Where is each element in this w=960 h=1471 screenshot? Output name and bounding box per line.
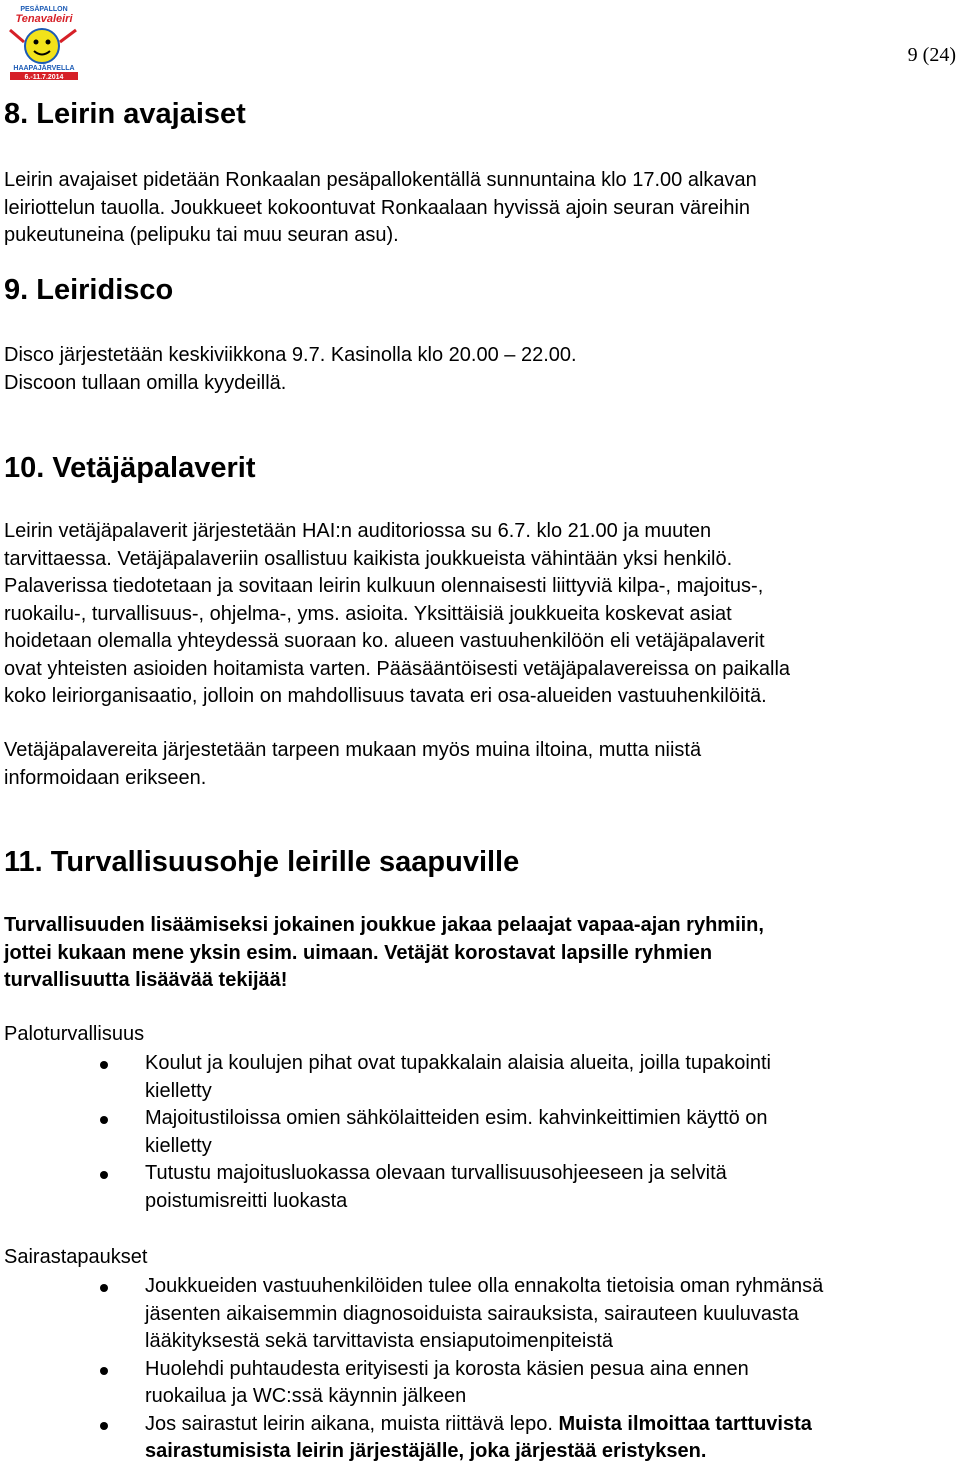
camp-logo (4, 2, 84, 80)
bullet-icon (100, 1422, 108, 1430)
text-line: Palaverissa tiedotetaan ja sovitaan leirin kulkuun olennaisesti liittyviä kilpa-, majoitus-, (4, 575, 764, 597)
text-line: kielletty (145, 1134, 212, 1157)
text-line: ruokailua ja WC:ssä käynnin jälkeen (145, 1385, 467, 1407)
bullet-icon (100, 1061, 108, 1069)
text-line: Huolehdi puhtaudesta erityisesti ja korosta käsien pesua aina ennen (145, 1357, 749, 1380)
page-number: 9 (24) (907, 44, 956, 66)
text-line: kielletty (145, 1079, 212, 1102)
bullet-icon (100, 1171, 108, 1179)
section-11-intro (4, 912, 949, 995)
logo-text-place: HAAPAJÄRVELLA (13, 65, 75, 72)
text-line: informoidaan erikseen. (4, 766, 207, 789)
list-item (100, 1050, 940, 1105)
text-line: Turvallisuuden lisäämiseksi jokainen joukkue jakaa pelaajat vapaa-ajan ryhmiin, (4, 914, 764, 936)
section-10-paragraph-1 (4, 518, 949, 711)
text-line: koko leiriorganisaatio, jolloin on mahdollisuus tavata eri osa-alueiden vastuuhenkilöitä. (4, 685, 767, 707)
text-line: jottei kukaan mene yksin esim. uimaan. Vetäjät korostavat lapsille ryhmien (4, 941, 713, 964)
text-line (145, 1411, 940, 1439)
list-item (100, 1356, 940, 1411)
text-line: poistumisreitti luokasta (145, 1189, 348, 1212)
list-item (100, 1273, 940, 1356)
text-line: turvallisuutta lisäävää tekijää! (4, 969, 288, 991)
text-line: Majoitustiloissa omien sähkölaitteiden esim. kahvinkeittimien käyttö on (145, 1107, 768, 1129)
list-item (100, 1411, 940, 1466)
fire-safety-list (100, 1050, 940, 1215)
text-line: Leirin avajaiset pidetään Ronkaalan pesäpallokentällä sunnuntaina klo 17.00 alkavan (4, 169, 757, 191)
text-line: Koulut ja koulujen pihat ovat tupakkalain alaisia alueita, joilla tupakointi (145, 1052, 771, 1074)
text-line: Joukkueiden vastuuhenkilöiden tulee olla ennakolta tietoisia oman ryhmänsä (145, 1275, 824, 1297)
logo-text-top: PESÄPALLON (20, 6, 68, 13)
text-line: jäsenten aikaisemmin diagnosoiduista sairauksista, sairauteen kuuluvasta (145, 1302, 799, 1325)
text-line: leiriottelun tauolla. Joukkueet kokoontuvat Ronkaalaan hyvissä ajoin seuran väreihin (4, 196, 751, 219)
illness-list (100, 1273, 940, 1466)
section-10-paragraph-2 (4, 737, 949, 792)
text-line: tarvittaessa. Vetäjäpalaveriin osallistuu kaikista joukkueista vähintään yksi henkilö. (4, 547, 733, 570)
bullet-icon (100, 1116, 108, 1124)
illness-heading: Sairastapaukset (4, 1246, 148, 1268)
logo-text-date: 6.-11.7.2014 (24, 74, 64, 80)
text-normal: Jos sairastut leirin aikana, muista riittävä lepo. (145, 1412, 559, 1435)
text-line: Leirin vetäjäpalaverit järjestetään HAI:n auditoriossa su 6.7. klo 21.00 ja muuten (4, 520, 712, 542)
section-9-heading: 9. Leiridisco (4, 274, 174, 306)
text-line: sairastumisista leirin järjestäjälle, joka järjestää eristyksen. (145, 1440, 707, 1462)
text-line: Discoon tullaan omilla kyydeillä. (4, 371, 287, 394)
text-line: Disco järjestetään keskiviikkona 9.7. Kasinolla klo 20.00 – 22.00. (4, 344, 577, 366)
list-item (100, 1160, 940, 1215)
fire-safety-heading: Paloturvallisuus (4, 1023, 145, 1045)
text-bold: Muista ilmoittaa tarttuvista (558, 1412, 812, 1435)
text-line: hoidetaan olemalla yhteydessä suoraan ko. alueen vastuuhenkilöön eli vetäjäpalaverit (4, 630, 765, 652)
text-line: pukeutuneina (pelipuku tai muu seuran asu). (4, 224, 399, 246)
text-line: ovat yhteisten asioiden hoitamista varten. Pääsääntöisesti vetäjäpalavereissa on paikalla (4, 657, 791, 680)
section-9-paragraph (4, 342, 949, 397)
list-item (100, 1105, 940, 1160)
text-line: Tutustu majoitusluokassa olevaan turvallisuusohjeeseen ja selvitä (145, 1162, 727, 1184)
logo-text-brand: Tenavaleiri (15, 13, 73, 25)
text-line: ruokailu-, turvallisuus-, ohjelma-, yms. asioita. Yksittäisiä joukkueita koskevat asiat (4, 602, 732, 625)
section-10-heading: 10. Vetäjäpalaverit (4, 452, 256, 484)
section-8-paragraph (4, 167, 949, 250)
bullet-icon (100, 1367, 108, 1375)
section-8-heading: 8. Leirin avajaiset (4, 98, 246, 130)
bullet-icon (100, 1284, 108, 1292)
text-line: Vetäjäpalavereita järjestetään tarpeen mukaan myös muina iltoina, mutta niistä (4, 739, 702, 761)
text-line: lääkityksestä sekä tarvittavista ensiaputoimenpiteistä (145, 1330, 614, 1352)
section-11-heading: 11. Turvallisuusohje leirille saapuville (4, 846, 520, 878)
